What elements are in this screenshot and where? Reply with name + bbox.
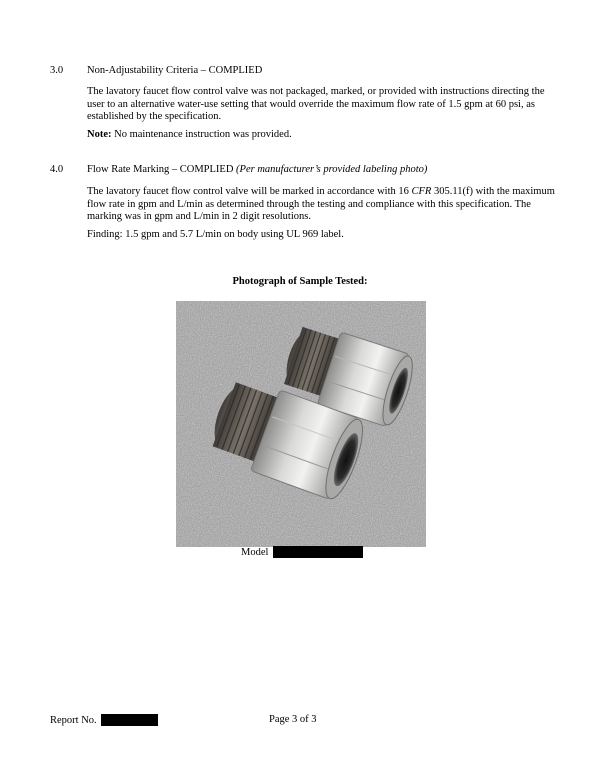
- model-redaction: [273, 546, 363, 558]
- section-3-paragraph: The lavatory faucet flow control valve was not packaged, marked, or provided with instructions directing the user to an alternative water-use setting that would override the maximum flow rate of 1.5 gpm at 60 psi, as established by the specification.: [87, 86, 545, 122]
- section-4-paragraph-cfr: CFR: [411, 186, 432, 197]
- section-4-number: 4.0: [50, 164, 64, 175]
- section-4-paragraph-post: 305.11(f) with the maximum flow rate in gpm and L/min as determined through the testing and compliance with this specification. The marking was in gpm and L/min in 2 digit resolutions.: [87, 186, 555, 222]
- report-number-redaction: [101, 714, 158, 726]
- section-4-title-italic: (Per manufacturer’s provided labeling photo): [236, 164, 428, 175]
- section-4-finding: Finding: 1.5 gpm and 5.7 L/min on body using UL 969 label.: [87, 229, 344, 240]
- model-caption: [241, 546, 363, 558]
- section-3-title: Non-Adjustability Criteria – COMPLIED: [87, 65, 263, 76]
- note-text: No maintenance instruction was provided.: [111, 129, 292, 140]
- model-label: Model: [241, 546, 269, 558]
- section-4-title: [87, 164, 427, 175]
- report-label: Report No.: [50, 714, 97, 726]
- section-4-paragraph: [87, 186, 562, 224]
- footer-report: [50, 714, 158, 726]
- sample-photo: [176, 301, 426, 547]
- section-4-paragraph-pre: The lavatory faucet flow control valve will be marked in accordance with 16: [87, 186, 412, 197]
- note-label: Note:: [87, 129, 112, 140]
- section-3-note: [87, 129, 562, 142]
- section-4-title-text: Flow Rate Marking – COMPLIED: [87, 164, 237, 175]
- photo-title: Photograph of Sample Tested:: [232, 276, 368, 287]
- section-3-number: 3.0: [50, 65, 64, 76]
- page-number: Page 3 of 3: [269, 714, 317, 725]
